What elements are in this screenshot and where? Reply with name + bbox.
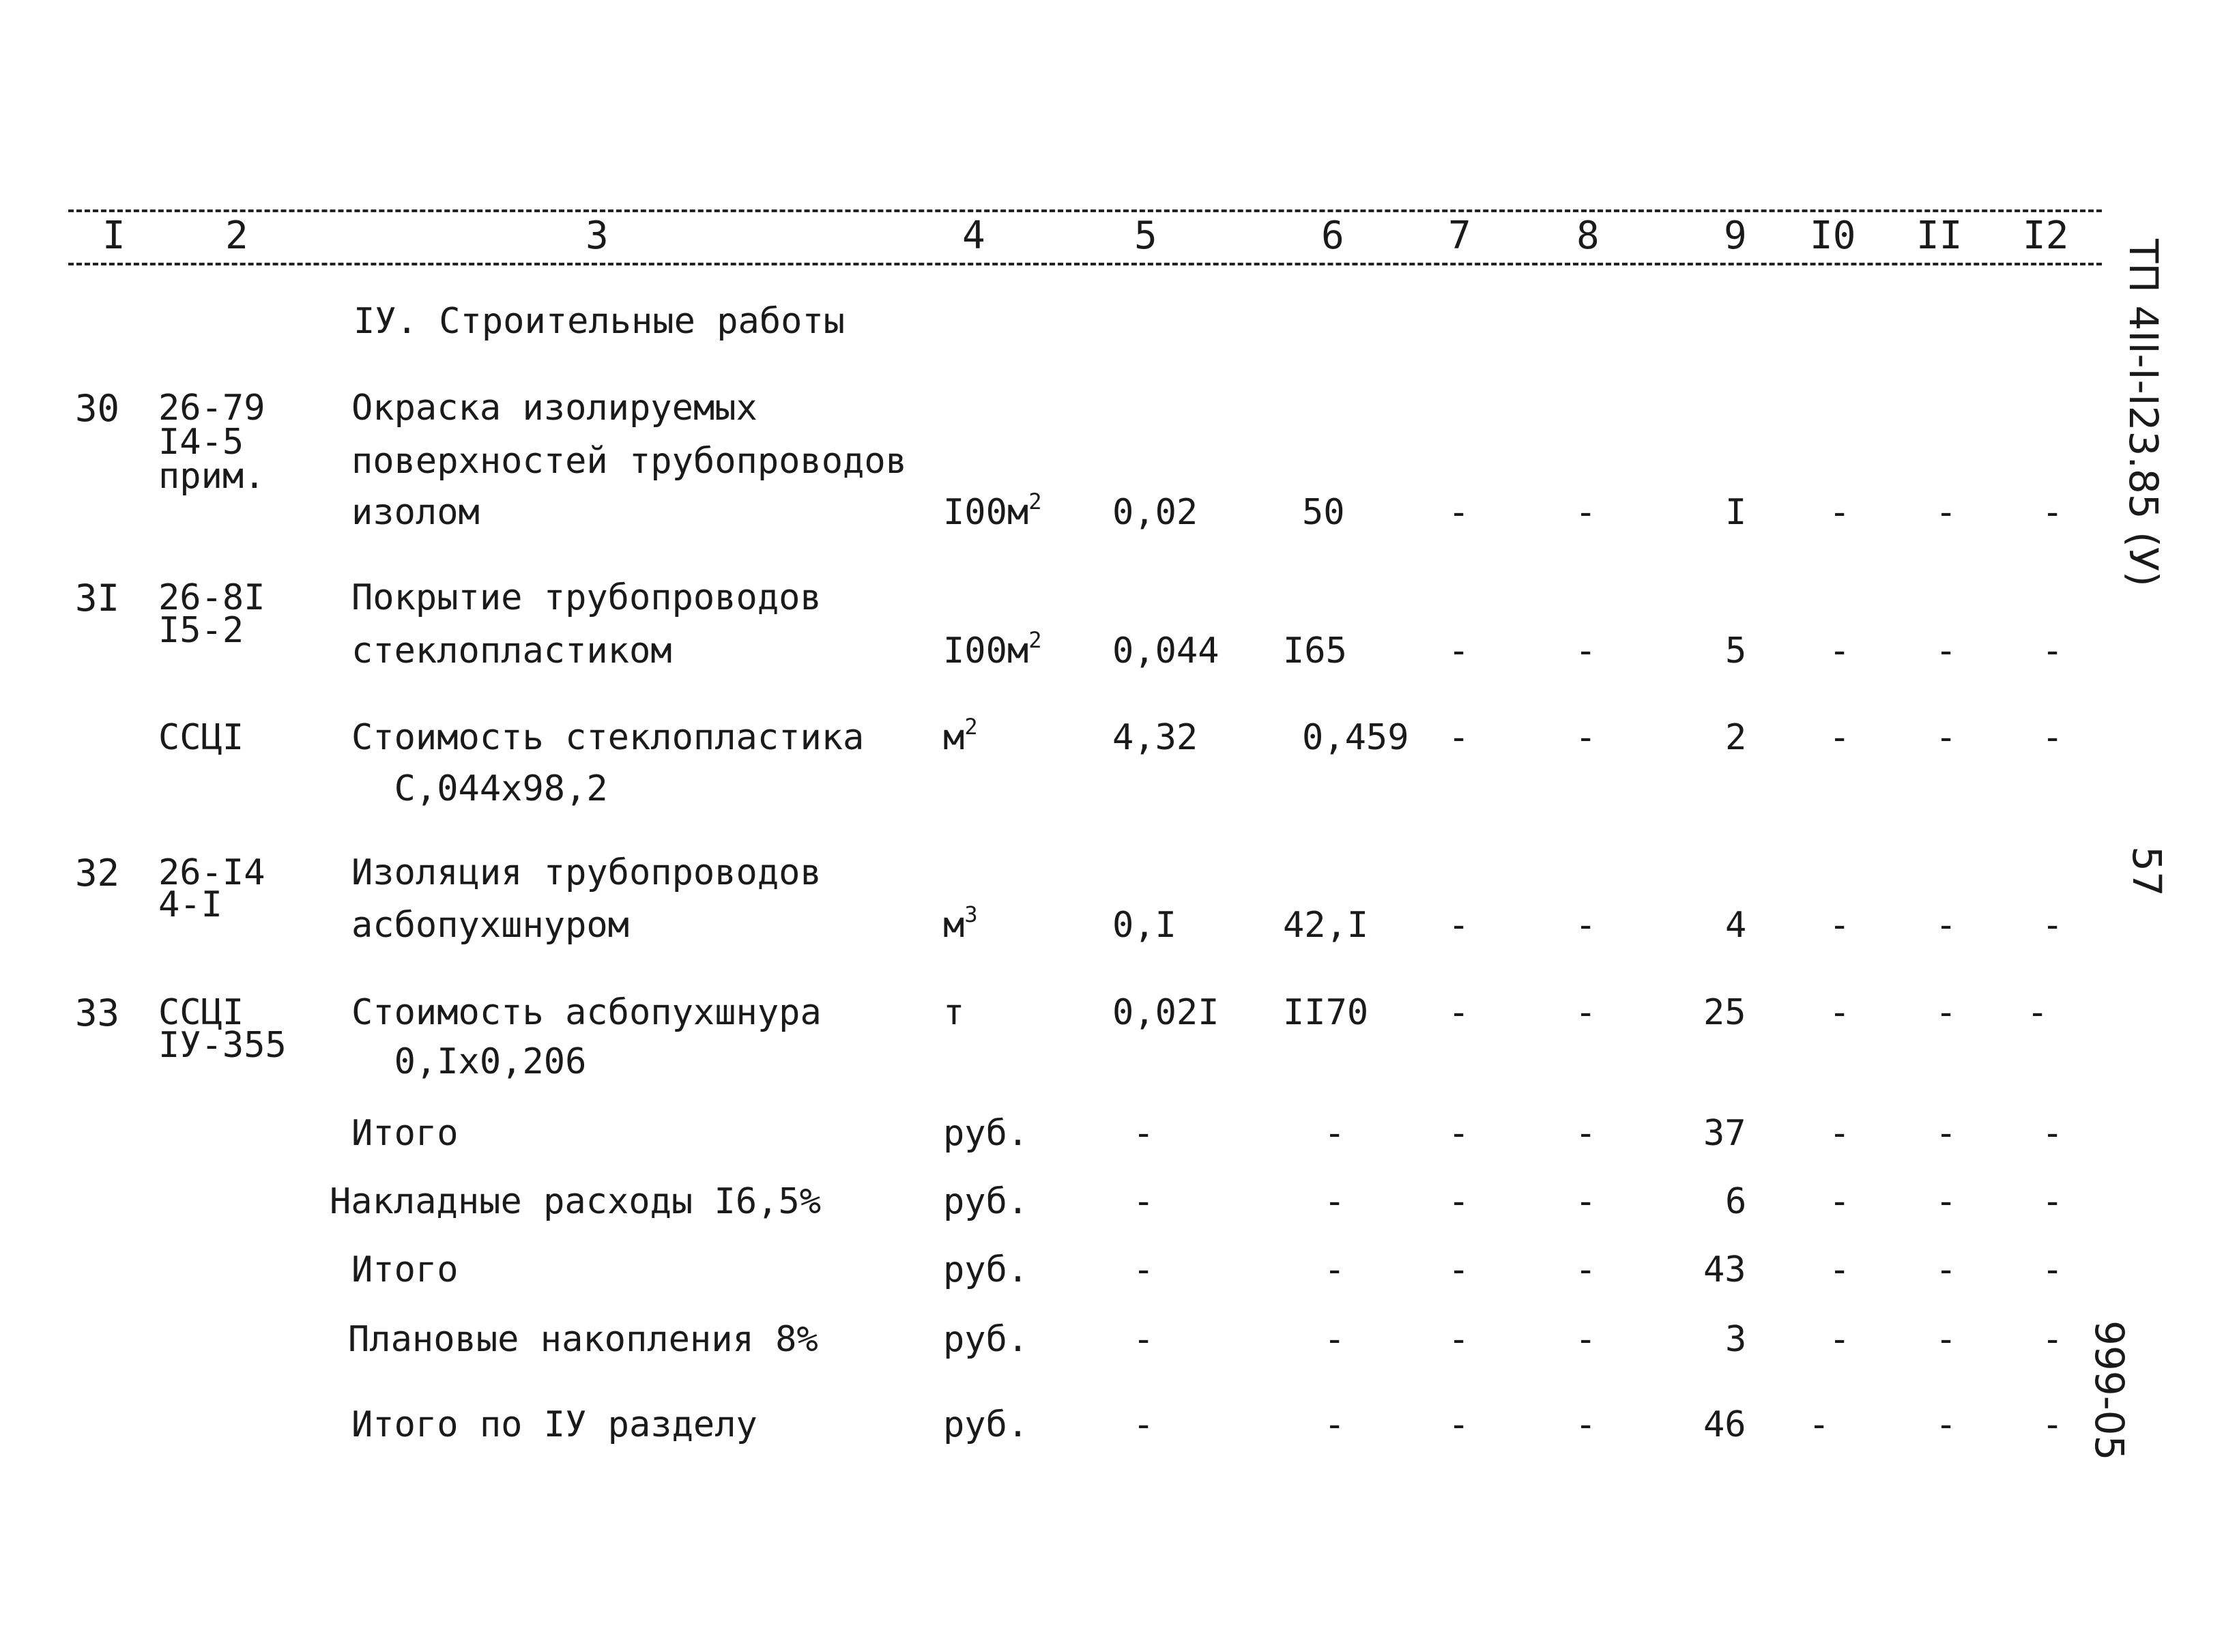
row-description-line: Покрытие трубопроводов: [351, 577, 822, 618]
row-col12: -: [2042, 905, 2064, 946]
total-col12: -: [2042, 1404, 2064, 1445]
col-header-4: 4: [962, 214, 985, 258]
row-quantity: 0,044: [1112, 631, 1219, 671]
total-col7: -: [1448, 1181, 1470, 1222]
total-col8: -: [1575, 1404, 1597, 1445]
total-unit: руб.: [943, 1319, 1029, 1360]
row-description-line: С,044х98,2: [351, 768, 608, 809]
row-col11: -: [1935, 717, 1957, 758]
total-value: 46: [1703, 1404, 1746, 1445]
total-label: Итого: [351, 1249, 459, 1290]
row-col11: -: [1935, 905, 1957, 946]
total-col5: -: [1133, 1249, 1155, 1290]
row-col8: -: [1575, 905, 1597, 946]
row-number: 32: [75, 852, 120, 895]
row-description-line: изолом: [351, 492, 480, 533]
row-col8: -: [1575, 492, 1597, 533]
row-col11: -: [1935, 631, 1957, 671]
sheet-code: 999-05: [2086, 1320, 2133, 1461]
row-col12: -: [2042, 631, 2064, 671]
row-code-line: 26-I4: [158, 852, 265, 893]
document-code: ТП 4II-I-I23.85 (У): [2120, 239, 2167, 587]
total-col11: -: [1935, 1249, 1957, 1290]
col-header-8: 8: [1576, 214, 1600, 258]
total-value: 43: [1703, 1249, 1746, 1290]
total-value: 37: [1703, 1113, 1746, 1154]
total-col7: -: [1448, 1249, 1470, 1290]
total-col7: -: [1448, 1404, 1470, 1445]
col-header-3: 3: [586, 214, 609, 258]
total-col6: -: [1324, 1249, 1346, 1290]
row-code-line: IУ-355: [158, 1025, 287, 1066]
col-header-1: I: [102, 214, 126, 258]
row-code-line: 26-79: [158, 388, 265, 429]
row-description-line: поверхностей трубопроводов: [351, 441, 907, 482]
col-header-10: I0: [1810, 214, 1856, 258]
row-price: 0,459: [1302, 717, 1409, 758]
total-col8: -: [1575, 1113, 1597, 1154]
row-number: 33: [75, 991, 120, 1034]
col-header-9: 9: [1724, 214, 1747, 258]
row-description-line: Изоляция трубопроводов: [351, 852, 822, 893]
col-header-11: II: [1916, 214, 1963, 258]
row-description-line: асбопухшнуром: [351, 905, 629, 946]
total-col12: -: [2042, 1113, 2064, 1154]
total-unit: руб.: [943, 1404, 1029, 1445]
row-number: 3I: [75, 577, 120, 620]
row-unit: $м^3$: [943, 901, 978, 946]
total-col5: -: [1133, 1181, 1155, 1222]
row-total: 2: [1725, 717, 1747, 758]
row-price: II70: [1283, 992, 1369, 1033]
row-col10: -: [1829, 992, 1851, 1033]
row-description-line: стеклопластиком: [351, 631, 672, 671]
row-col10: -: [1829, 631, 1851, 671]
total-col10: -: [1829, 1113, 1851, 1154]
section-title: IУ. Строительные работы: [353, 301, 846, 342]
row-col10: -: [1829, 905, 1851, 946]
total-value: 3: [1725, 1319, 1747, 1360]
row-code-line: 4-I: [158, 884, 222, 925]
total-label: Итого по IУ разделу: [351, 1404, 757, 1445]
row-description-line: Стоимость стеклопластика: [351, 717, 865, 758]
row-description-line: Окраска изолируемых: [351, 388, 757, 429]
row-col8: -: [1575, 631, 1597, 671]
total-unit: руб.: [943, 1181, 1029, 1222]
row-col7: -: [1448, 717, 1470, 758]
row-code-line: ССЦI: [158, 717, 244, 758]
row-total: 5: [1725, 631, 1747, 671]
total-value: 6: [1725, 1181, 1747, 1222]
row-unit: $I00м^2$: [943, 627, 1042, 671]
row-price: 50: [1302, 492, 1345, 533]
total-col12: -: [2042, 1249, 2064, 1290]
row-code-line: прим.: [158, 456, 265, 497]
total-col11: -: [1935, 1113, 1957, 1154]
row-code-line: 26-8I: [158, 577, 265, 618]
row-price: 42,I: [1283, 905, 1369, 946]
col-header-12: I2: [2023, 214, 2069, 258]
total-col6: -: [1324, 1113, 1346, 1154]
row-col8: -: [1575, 992, 1597, 1033]
total-label: Итого: [351, 1113, 459, 1154]
total-col10: -: [1829, 1181, 1851, 1222]
total-col5: -: [1133, 1404, 1155, 1445]
total-col11: -: [1935, 1404, 1957, 1445]
header-bottom-rule: [68, 263, 2102, 265]
total-col12: -: [2042, 1181, 2064, 1222]
row-quantity: 4,32: [1112, 717, 1198, 758]
total-label: Накладные расходы I6,5%: [330, 1181, 822, 1222]
row-col11: -: [1935, 992, 1957, 1033]
row-total: 25: [1703, 992, 1746, 1033]
col-header-2: 2: [225, 214, 248, 258]
row-code-line: ССЦI: [158, 992, 244, 1033]
row-unit: $I00м^2$: [943, 489, 1042, 533]
row-quantity: 0,I: [1112, 905, 1176, 946]
row-description-line: Стоимость асбопухшнура: [351, 992, 822, 1033]
row-col7: -: [1448, 631, 1470, 671]
total-col7: -: [1448, 1319, 1470, 1360]
total-col8: -: [1575, 1319, 1597, 1360]
row-code-line: I4-5: [158, 422, 244, 463]
row-quantity: 0,02: [1112, 492, 1198, 533]
col-header-6: 6: [1321, 214, 1344, 258]
total-col6: -: [1324, 1319, 1346, 1360]
row-total: 4: [1725, 905, 1747, 946]
total-col10: -: [1829, 1319, 1851, 1360]
col-header-7: 7: [1448, 214, 1471, 258]
total-col7: -: [1448, 1113, 1470, 1154]
row-col7: -: [1448, 992, 1470, 1033]
page-number: 57: [2124, 846, 2170, 897]
row-col10: -: [1829, 492, 1851, 533]
row-unit: т: [943, 992, 965, 1033]
header-top-rule: [68, 209, 2102, 212]
row-col11: -: [1935, 492, 1957, 533]
total-label: Плановые накопления 8%: [348, 1319, 818, 1360]
row-col8: -: [1575, 717, 1597, 758]
total-col8: -: [1575, 1249, 1597, 1290]
row-unit: $м^2$: [943, 714, 978, 758]
row-total: I: [1725, 492, 1747, 533]
total-col6: -: [1324, 1181, 1346, 1222]
total-col11: -: [1935, 1181, 1957, 1222]
total-col12: -: [2042, 1319, 2064, 1360]
total-col8: -: [1575, 1181, 1597, 1222]
total-col10: -: [1808, 1404, 1830, 1445]
row-price: I65: [1283, 631, 1347, 671]
row-number: 30: [75, 387, 120, 430]
row-col12: -: [2042, 717, 2064, 758]
row-col10: -: [1829, 717, 1851, 758]
total-col10: -: [1829, 1249, 1851, 1290]
total-col11: -: [1935, 1319, 1957, 1360]
row-col7: -: [1448, 492, 1470, 533]
row-code-line: I5-2: [158, 610, 244, 651]
total-col6: -: [1324, 1404, 1346, 1445]
total-col5: -: [1133, 1113, 1155, 1154]
total-unit: руб.: [943, 1249, 1029, 1290]
row-col12: -: [2042, 492, 2064, 533]
total-unit: руб.: [943, 1113, 1029, 1154]
row-col7: -: [1448, 905, 1470, 946]
row-quantity: 0,02I: [1112, 992, 1219, 1033]
row-col12: -: [2027, 992, 2049, 1033]
row-description-line: 0,Iх0,206: [351, 1041, 587, 1082]
total-col5: -: [1133, 1319, 1155, 1360]
col-header-5: 5: [1134, 214, 1157, 258]
